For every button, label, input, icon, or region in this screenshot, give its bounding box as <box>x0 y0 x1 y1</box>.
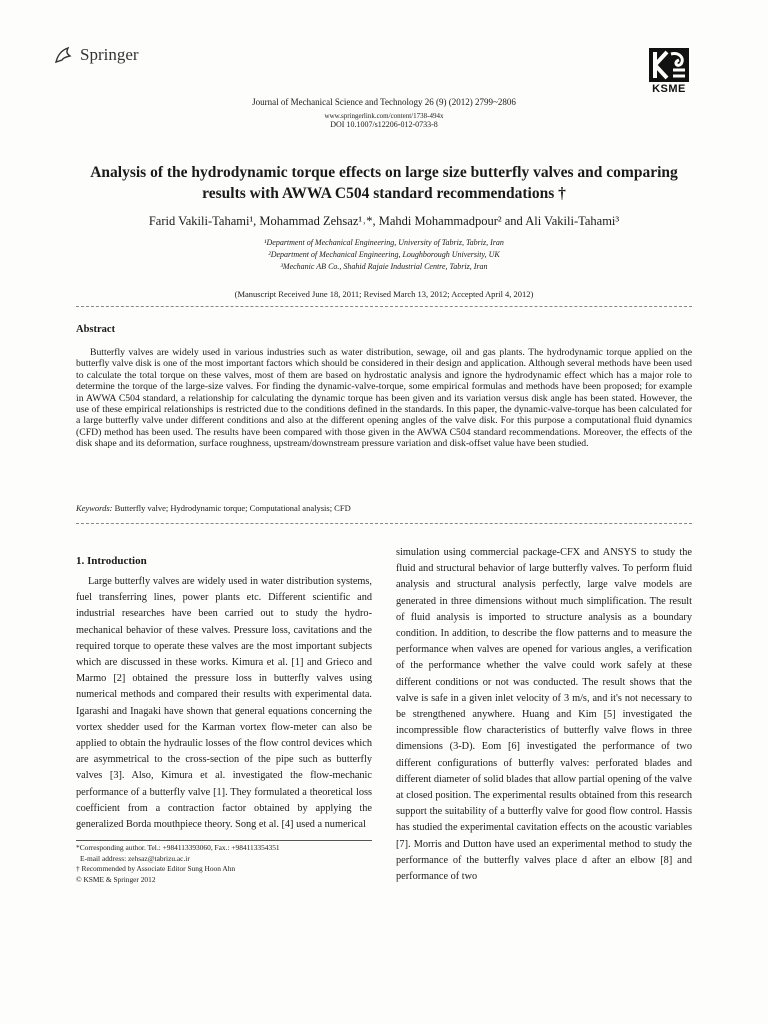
footnote-corresponding-author: *Corresponding author. Tel.: +984113393060, Fax.: +984113354351 <box>76 843 280 852</box>
keywords-text: Butterfly valve; Hydrodynamic torque; Computational analysis; CFD <box>114 503 351 513</box>
abstract-heading: Abstract <box>76 324 116 335</box>
ksme-label: KSME <box>652 83 686 95</box>
authors: Farid Vakili-Tahami¹, Mohammad Zehsaz¹˒*, Mahdi Mohammadpour² and Ali Vakili-Tahami³ <box>148 214 620 228</box>
footnote-copyright: © KSME & Springer 2012 <box>76 874 156 884</box>
keywords-label: Keywords: <box>76 503 113 513</box>
keywords <box>76 503 692 513</box>
paper-title: Analysis of the hydrodynamic torque effects on large size butterfly valves and comparing results with AWWA C504 standard recommendations † <box>90 164 678 202</box>
affiliation-2: ²Department of Mechanical Engineering, Loughborough University, UK <box>268 250 500 259</box>
introduction-column-2: simulation using commercial package-CFX and ANSYS to study the fluid and structural behavior of large butterfly valves. To perform fluid analysis and structural analysis perfectly, large valve models are generated in three dimensions without much simplification. The result of fluid analysis is imported to structure analysis as a boundary condition. In addition, to describe the flow patterns and to measure the performance when valves are opened for various angles, a verification of the performance whether the valve could work safely at these different conditions or not was conducted. The result shows that the valve is safe in a given inlet velocity of 3 m/s, and it's not necessary to be strengthened anywhere. Huang and Kim [5] investigated the incompressible flow characteristics of butterfly valve flows in three dimensions (3-D). Eom [6] investigated the performance of two different configurations of butterfly valves: perforated blades and different diameter of solid blades that allow partial opening of the valve at closed position. The experimental results obtained from this research support the suitability of a butterfly valve for good flow control. Hassis has studied the experimental cavitation effects on the acoustic variables [7]. Morris and Dutton have used an experimental method to study the performance of the butterfly valves place d after an elbow [8] and performance of two <box>396 547 692 883</box>
springer-logo <box>52 44 139 66</box>
introduction-column-1: Large butterfly valves are widely used in water distribution systems, fuel transferring lines, power plants etc. Different scientific and industrial researches have been carried out to study the hydro-mechanical behavior of these valves. Pressure loss, cavitations and the required torque to operate these valves are the most important subjects which are discussed in these works. Kimura et al. [1] and Grieco and Marmo [2] obtained the pressure loss in butterfly valves using numerical methods and compared their results with experimental data. Igarashi and Inagaki have shown that general equations concerning the vortex shedder used for the Karman vortex flow-meter can also be applied to obtain the hydraulic losses of the flow control devices which are asymmetrical to the cross-section of the pipe such as butterfly valves [3]. Also, Kimura et al. investigated the flow-mechanic performance of a butterfly valve [1]. They formulated a theoretical loss coefficient from a contraction factor obtained by applying the generalized Borda mouthpiece theory. Song et al. [4] used a numerical <box>76 576 372 831</box>
ksme-emblem-icon <box>649 48 689 82</box>
ksme-logo <box>646 48 692 95</box>
footnotes <box>76 840 372 885</box>
abstract-body: Butterfly valves are widely used in various industries such as water distribution, sewage, oil and gas plants. The hydrodynamic torque applied on the butterfly valve disk is one of the most important factors which should be considered in their design and application. Although several methods have been used to calculate the total torque on these valves, most of them are based on hydrostatic analysis and ignore the hydrodynamic effect which has a major role to determine the torque of the large-size valves. For finding the dynamic-valve-torque, some empirical formulas and methods have been proposed; for example in AWWA C504 standard, a relationship for calculating the dynamic torque has been given and its variation versus disk angle has been stated. However, the use of these empirical relationships is restricted due to the conditions defined in the standards. In this paper, the dynamic-valve-torque has been calculated for a large butterfly valve under different conditions and also at the different opening angles of the valve disk. For this purpose a computational fluid dynamics (CFD) method has been used. The results have been compared with those given in the AWWA C504 standard recommendations. Moreover, the effects of the disk shape and its deformation, surface roughness, upstream/downstream pressure variation and disk-offset value have been studied. <box>76 347 692 450</box>
divider <box>76 306 692 307</box>
affiliation-1: ¹Department of Mechanical Engineering, University of Tabriz, Tabriz, Iran <box>264 238 504 247</box>
journal-citation: Journal of Mechanical Science and Technology 26 (9) (2012) 2799~2806 <box>252 97 516 107</box>
manuscript-dates: (Manuscript Received June 18, 2011; Revised March 13, 2012; Accepted April 4, 2012) <box>234 289 534 299</box>
footnote-editor: † Recommended by Associate Editor Sung Hoon Ahn <box>76 864 236 874</box>
section-heading-introduction: 1. Introduction <box>76 555 147 567</box>
affiliation-3: ³Mechanic AB Co., Shahid Rajaie Industrial Centre, Tabriz, Iran <box>280 262 488 271</box>
divider <box>76 523 692 524</box>
doi: DOI 10.1007/s12206-012-0733-8 <box>330 120 438 129</box>
springer-horse-icon <box>52 44 74 66</box>
publisher-name: Springer <box>80 45 139 64</box>
footnote-email: E-mail address: zehsaz@tabrizu.ac.ir <box>80 853 190 863</box>
journal-url[interactable]: www.springerlink.com/content/1738-494x <box>324 112 444 120</box>
